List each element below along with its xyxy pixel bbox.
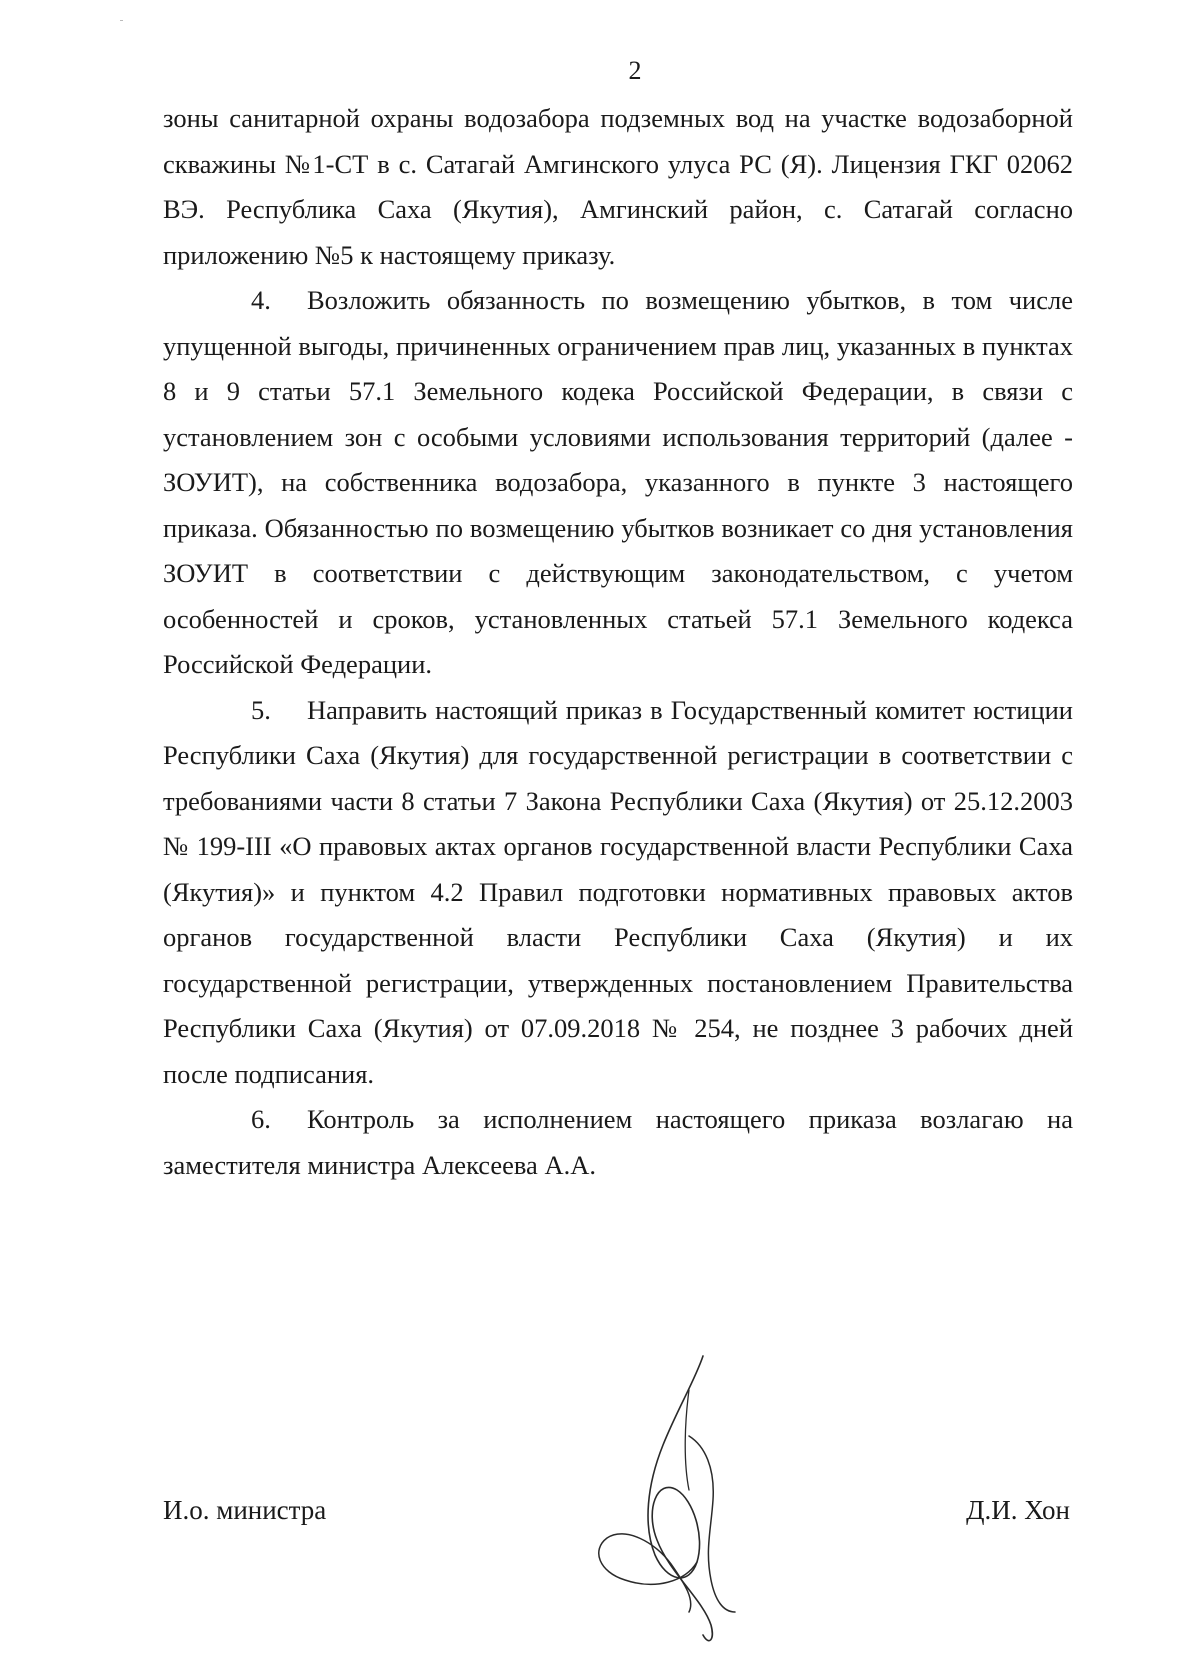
paragraph-number: 4. [251, 285, 271, 315]
scan-artifact [120, 20, 123, 21]
signatory-name: Д.И. Хон [966, 1495, 1070, 1525]
paragraph-continuation [163, 96, 1073, 278]
signatory-role: И.о. министра [163, 1495, 327, 1525]
page-number: 2 [628, 56, 642, 85]
paragraph-text: Направить настоящий приказ в Государственный комитет юстиции Республики Саха (Якутия) для государственной регистрации в соответствии с требованиями части 8 статьи 7 Закона Республики Саха (Якутия) от 25.12.2003 № 199-III «О правовых актах органов государственной власти Республики Саха (Якутия)» и пунктом 4.2 Правил подготовки нормативных правовых актов органов государственной власти Республики Саха (Якутия) и их государственной регистрации, утвержденных постановлением Правительства Республики Саха (Якутия) от 07.09.2018 № 254, не позднее 3 рабочих дней после подписания. [163, 694, 1073, 1089]
paragraph-item-4 [163, 278, 1073, 688]
paragraph-text: зоны санитарной охраны водозабора подземных вод на участке водозаборной скважины №1-СТ в с. Сатагай Амгинского улуса РС (Я). Лицензия ГКГ 02062 ВЭ. Республика Саха (Якутия), Амгинский район, с. Сатагай согласно приложению №5 к настоящему приказу. [163, 103, 1073, 270]
document-body [163, 96, 1073, 1188]
paragraph-text: Контроль за исполнением настоящего приказа возлагаю на заместителя министра Алексеева А.А. [163, 1104, 1073, 1180]
paragraph-item-5 [163, 688, 1073, 1098]
paragraph-number: 6. [251, 1104, 271, 1134]
paragraph-item-6 [163, 1097, 1073, 1188]
paragraph-number: 5. [251, 694, 271, 725]
handwritten-signature [585, 1350, 805, 1650]
paragraph-text: Возложить обязанность по возмещению убытков, в том числе упущенной выгоды, причиненных ограничением прав лиц, указанных в пунктах 8 и 9 статьи 57.1 Земельного кодека Российской Федерации, в связи с установлением зон с особыми условиями использования территорий (далее - ЗОУИТ), на собственника водозабора, указанного в пункте 3 настоящего приказа. Обязанностью по возмещению убытков возникает со дня установления ЗОУИТ в соответствии с действующим законодательством, с учетом особенностей и сроков, установленных статьей 57.1 Земельного кодекса Российской Федерации. [163, 285, 1073, 679]
